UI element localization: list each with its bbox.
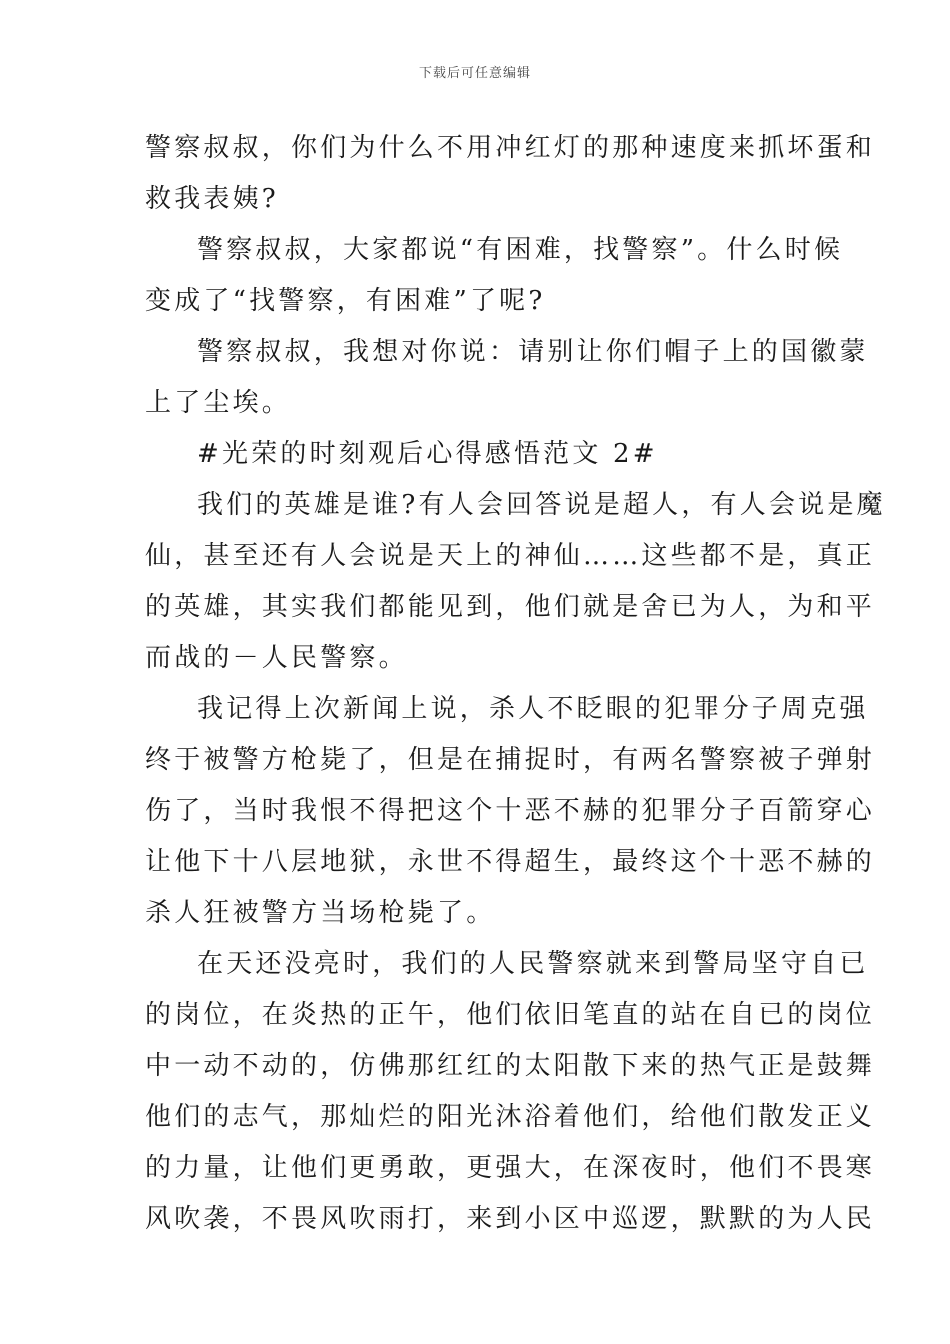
text-line: 我记得上次新闻上说，杀人不眨眼的犯罪分子周克强 (197, 694, 869, 724)
text-line: 救我表姨? (145, 184, 279, 214)
text-line: 中一动不动的，仿佛那红红的太阳散下来的热气正是鼓舞 (145, 1051, 876, 1081)
section-heading: #光荣的时刻观后心得感悟范文 2# (197, 439, 658, 469)
text-line: 他们的志气，那灿烂的阳光沐浴着他们，给他们散发正义 (145, 1102, 876, 1132)
text-line: 终于被警方枪毙了，但是在捕捉时，有两名警察被子弹射 (145, 745, 876, 775)
text-line: 风吹袭，不畏风吹雨打，来到小区中巡逻，默默的为人民 (145, 1204, 876, 1234)
text-line: 仙，甚至还有人会说是天上的神仙……这些都不是，真正 (145, 541, 876, 571)
text-line: 让他下十八层地狱，永世不得超生，最终这个十恶不赫的 (145, 847, 876, 877)
text-line: 在天还没亮时，我们的人民警察就来到警局坚守自已 (197, 949, 869, 979)
text-line: 伤了，当时我恨不得把这个十恶不赫的犯罪分子百箭穿心 (145, 796, 876, 826)
text-line: 警察叔叔，你们为什么不用冲红灯的那种速度来抓坏蛋和 (145, 133, 876, 163)
body-paragraphs (145, 123, 886, 1245)
text-line: 警察叔叔，我想对你说：请别让你们帽子上的国徽蒙 (197, 337, 869, 367)
text-line: 的岗位，在炎热的正午，他们依旧笔直的站在自已的岗位 (145, 1000, 876, 1030)
page-header: 下载后可任意编辑 (418, 66, 531, 81)
text-line: 的英雄，其实我们都能见到，他们就是舍已为人，为和平 (145, 592, 876, 622)
text-line: 上了尘埃。 (145, 388, 292, 418)
text-line: 杀人狂被警方当场枪毙了。 (145, 898, 496, 928)
text-line: 变成了“找警察，有困难”了呢? (145, 286, 546, 316)
text-line: 警察叔叔，大家都说“有困难，找警察”。什么时候 (197, 235, 844, 265)
text-line: 而战的－人民警察。 (145, 643, 408, 673)
text-line: 我们的英雄是谁?有人会回答说是超人，有人会说是魔 (197, 490, 886, 520)
document-body (145, 123, 886, 1245)
text-line: 的力量，让他们更勇敢，更强大，在深夜时，他们不畏寒 (145, 1153, 876, 1183)
